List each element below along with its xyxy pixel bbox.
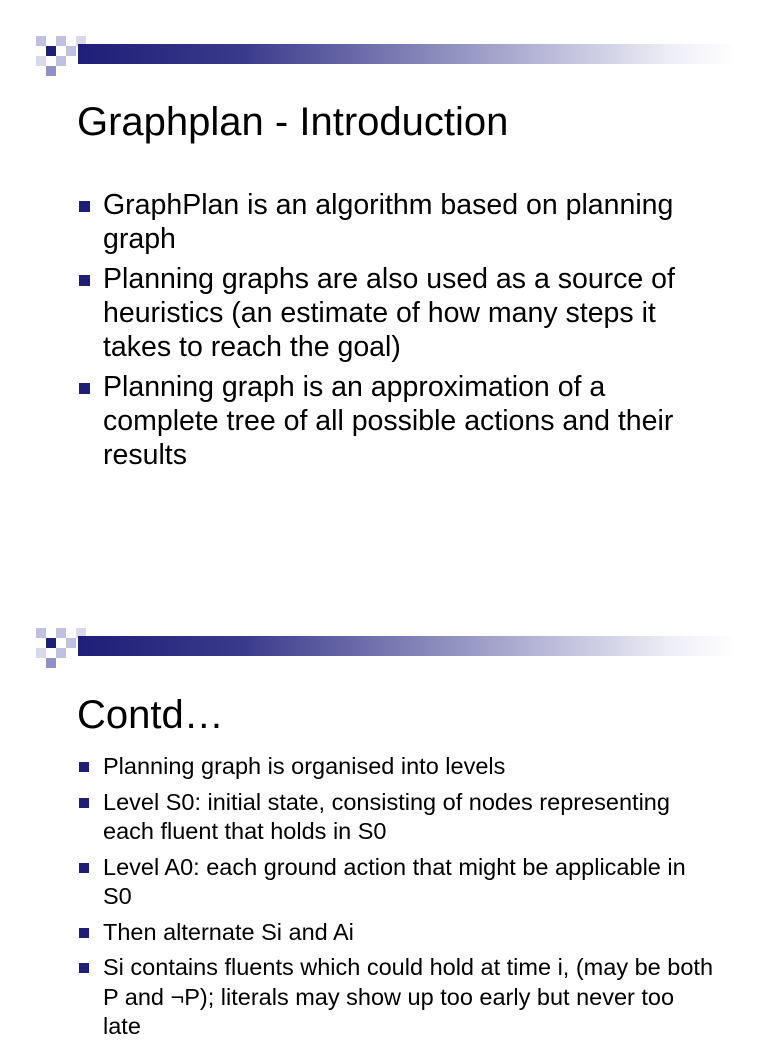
deco-square [36,648,46,658]
bullet-text: Level A0: each ground action that might be applicable in S0 [103,853,686,909]
bullet-item [77,262,717,364]
square-bullet-icon [79,762,89,772]
gradient-bar [78,636,736,656]
square-bullet-icon [79,928,89,938]
bullet-text: Planning graphs are also used as a source of heuristics (an estimate of how many steps it takes to reach the goal) [103,263,675,363]
bullet-item [77,788,717,847]
square-bullet-icon [79,275,90,286]
slide-graphplan-introduction [0,0,768,512]
bullet-text: Then alternate Si and Ai [103,918,354,945]
deco-square [56,648,66,658]
bullet-item [77,752,717,782]
bullet-text: Si contains fluents which could hold at time i, (may be both P and ¬P); literals may show up too early but never too late [103,954,714,1039]
bullet-list [77,752,717,1048]
bullet-text: Level S0: initial state, consisting of nodes representing each fluent that holds in S0 [103,788,670,844]
deco-square [46,66,56,76]
slide-title: Graphplan - Introduction [77,100,509,144]
bullet-item [77,953,717,1042]
bullet-item [77,370,717,472]
deco-square [46,46,56,56]
deco-square [36,628,46,638]
bullet-text: Planning graph is an approximation of a complete tree of all possible actions and their results [103,371,674,471]
deco-square [66,46,76,56]
deco-square [36,36,46,46]
deco-square [56,36,66,46]
bullet-list [77,188,717,478]
bullet-item [77,853,717,912]
bullet-item [77,188,717,256]
square-bullet-icon [79,798,89,808]
square-bullet-icon [79,863,89,873]
bullet-text: GraphPlan is an algorithm based on planning graph [103,189,674,255]
deco-square [46,638,56,648]
bullet-text: Planning graph is organised into levels [103,753,506,779]
deco-square [66,638,76,648]
header-decoration [36,36,736,78]
deco-square [46,658,56,668]
slide-title: Contd… [77,693,224,737]
gradient-bar [78,44,736,64]
square-bullet-icon [79,201,90,212]
deco-square [56,56,66,66]
deco-square [36,56,46,66]
header-decoration [36,628,736,670]
bullet-item [77,918,717,948]
deco-square [56,628,66,638]
square-bullet-icon [79,383,90,394]
slide-contd [0,592,768,1039]
square-bullet-icon [79,963,89,973]
